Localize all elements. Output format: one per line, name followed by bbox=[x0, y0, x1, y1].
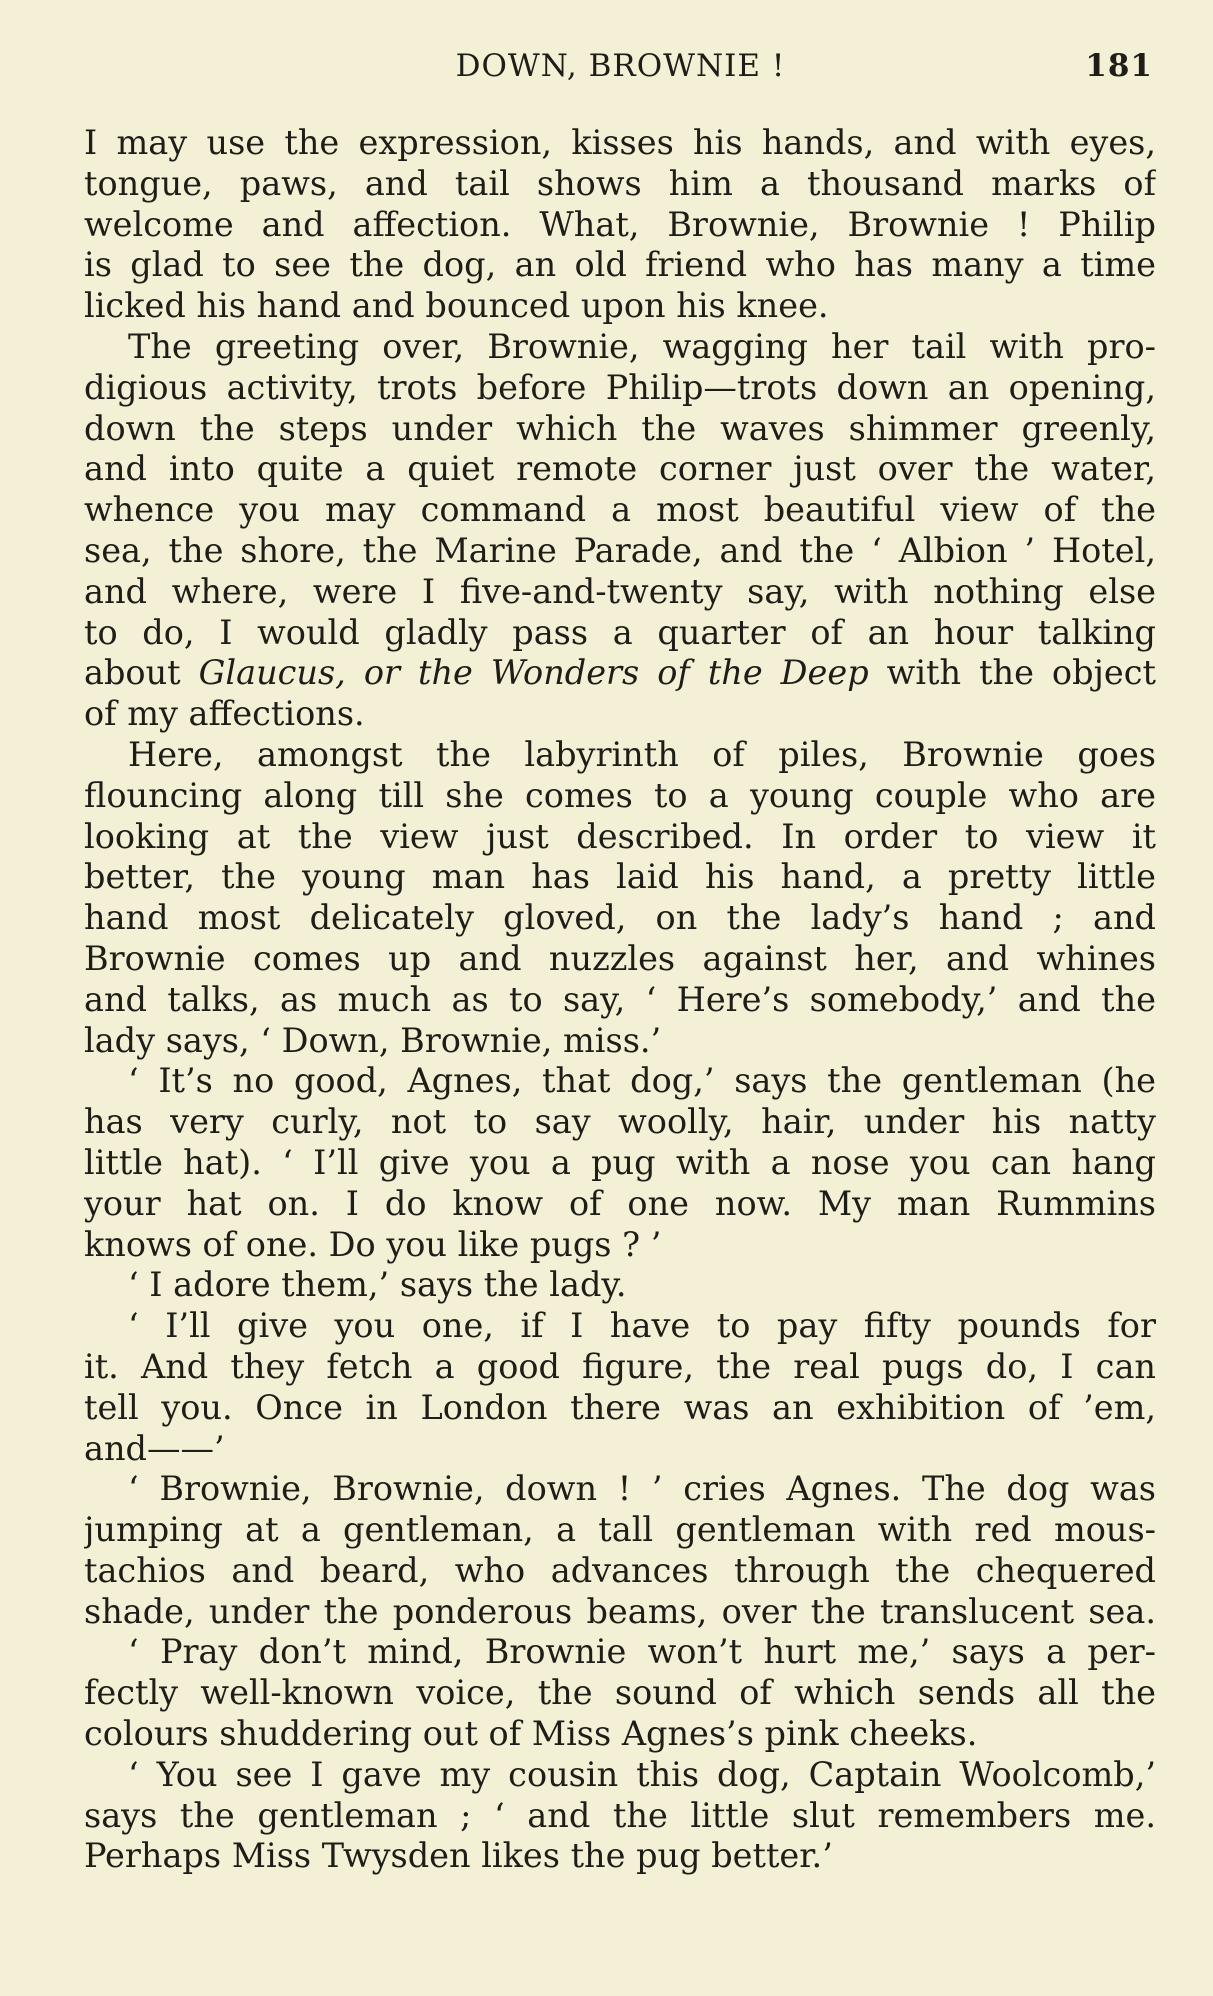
text-line: jumping at a gentleman, a tall gentleman with red mous- bbox=[84, 1510, 1156, 1550]
text-line: to do, I would gladly pass a quarter of an hour talking bbox=[84, 612, 1156, 652]
text-line: digious activity, trots before Philip—trots down an opening, bbox=[84, 367, 1156, 407]
text-line: tell you. Once in London there was an exhibition of ’em, bbox=[84, 1387, 1156, 1427]
text-line: ‘ Pray don’t mind, Brownie won’t hurt me,’ says a per- bbox=[128, 1632, 1156, 1672]
text-line: has very curly, not to say woolly, hair, under his natty bbox=[84, 1102, 1156, 1142]
page-header bbox=[88, 48, 1153, 92]
text-line: ‘ I’ll give you one, if I have to pay fifty pounds for bbox=[128, 1306, 1156, 1346]
text-line: down the steps under which the waves shimmer greenly, bbox=[84, 408, 1156, 448]
text-line: and into quite a quiet remote corner just over the water, bbox=[84, 449, 1156, 489]
text-line: ‘ Brownie, Brownie, down ! ’ cries Agnes. The dog was bbox=[128, 1469, 1156, 1509]
page-number: 181 bbox=[1085, 48, 1153, 84]
text-line: Brownie comes up and nuzzles against her, and whines bbox=[84, 938, 1156, 978]
text-line: Here, amongst the labyrinth of piles, Brownie goes bbox=[128, 734, 1156, 774]
text-line: of my affections. bbox=[84, 694, 365, 734]
text-line: ‘ It’s no good, Agnes, that dog,’ says the gentleman (he bbox=[128, 1061, 1156, 1101]
text-line: licked his hand and bounced upon his knee. bbox=[84, 286, 829, 326]
text-line: says the gentleman ; ‘ and the little slut remembers me. bbox=[84, 1795, 1156, 1835]
text-line: and——’ bbox=[84, 1428, 225, 1468]
text-line: little hat). ‘ I’ll give you a pug with a nose you can hang bbox=[84, 1142, 1156, 1182]
text-line: welcome and affection. What, Brownie, Brownie ! Philip bbox=[84, 204, 1156, 244]
text-line: colours shuddering out of Miss Agnes’s pink cheeks. bbox=[84, 1714, 978, 1754]
text-line: it. And they fetch a good figure, the real pugs do, I can bbox=[84, 1346, 1156, 1386]
body-text bbox=[84, 123, 1156, 1877]
text-line: I may use the expression, kisses his hands, and with eyes, bbox=[84, 123, 1156, 162]
text-line: and where, were I five-and-twenty say, with nothing else bbox=[84, 571, 1156, 611]
running-title: DOWN, BROWNIE ! bbox=[455, 48, 786, 84]
text-line: hand most delicately gloved, on the lady’s hand ; and bbox=[84, 898, 1156, 938]
text-line: Perhaps Miss Twysden likes the pug better.’ bbox=[84, 1836, 833, 1876]
text-line: tongue, paws, and tail shows him a thousand marks of bbox=[84, 163, 1156, 203]
text-line: knows of one. Do you like pugs ? ’ bbox=[84, 1224, 662, 1264]
text-line: shade, under the ponderous beams, over the translucent sea. bbox=[84, 1591, 1156, 1631]
text-line: tachios and beard, who advances through the chequered bbox=[84, 1550, 1156, 1590]
text-line: ‘ You see I gave my cousin this dog, Captain Woolcomb,’ bbox=[128, 1754, 1156, 1794]
text-line: lady says, ‘ Down, Brownie, miss.’ bbox=[84, 1020, 662, 1060]
text-line: whence you may command a most beautiful view of the bbox=[84, 490, 1156, 530]
text-line: better, the young man has laid his hand, a pretty little bbox=[84, 857, 1156, 897]
text-line: sea, the shore, the Marine Parade, and the ‘ Albion ’ Hotel, bbox=[84, 530, 1156, 570]
text-line: and talks, as much as to say, ‘ Here’s somebody,’ and the bbox=[84, 979, 1156, 1019]
text-line: your hat on. I do know of one now. My man Rummins bbox=[84, 1183, 1156, 1223]
text-line: The greeting over, Brownie, wagging her tail with pro- bbox=[128, 326, 1156, 366]
text-line: flouncing along till she comes to a young couple who are bbox=[84, 775, 1156, 815]
text-line: is glad to see the dog, an old friend who has many a time bbox=[84, 245, 1156, 285]
text-line: fectly well-known voice, the sound of which sends all the bbox=[84, 1673, 1156, 1713]
text-line: about Glaucus, or the Wonders of the Deep with the object bbox=[84, 653, 1156, 693]
book-title: Glaucus, or the Wonders of the Deep bbox=[198, 653, 869, 693]
text-line: looking at the view just described. In order to view it bbox=[84, 816, 1156, 856]
text-line: ‘ I adore them,’ says the lady. bbox=[128, 1265, 627, 1305]
